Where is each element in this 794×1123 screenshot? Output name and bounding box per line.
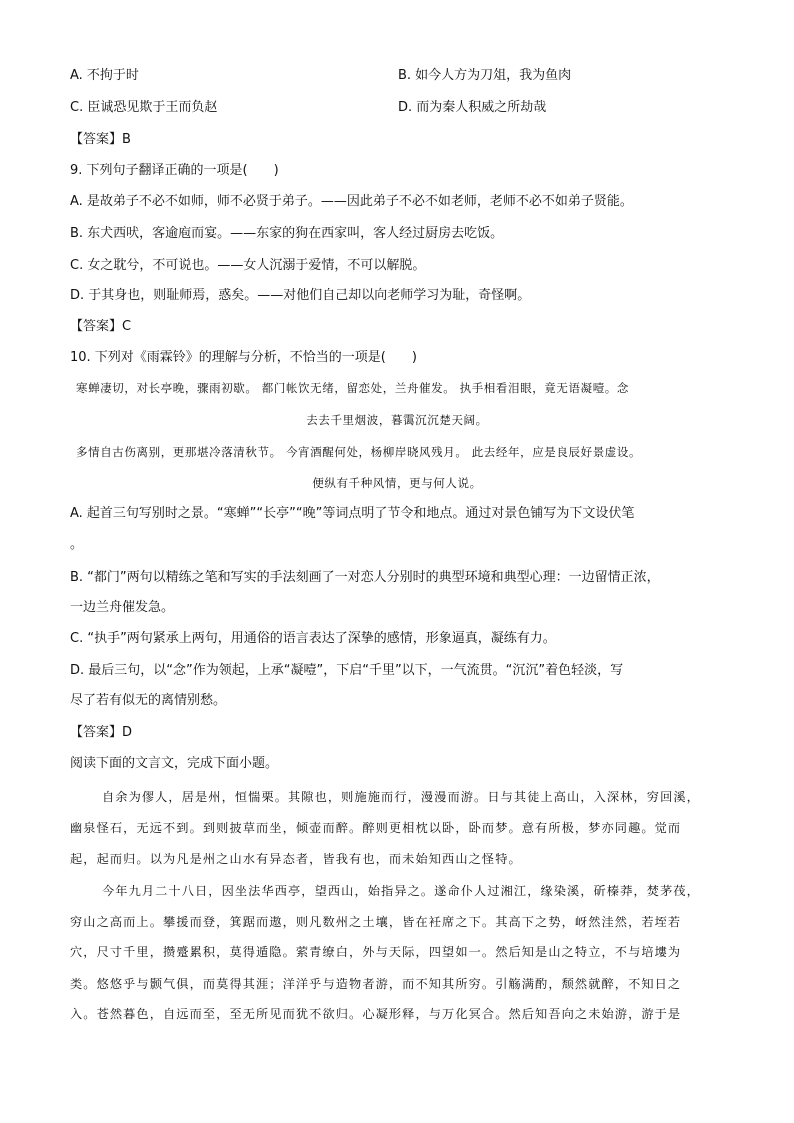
q10-option-d-line2: 尽了若有似无的离情别愁。 bbox=[70, 693, 227, 708]
q10-option-a-line2: 。 bbox=[70, 537, 84, 552]
answer-value: B bbox=[122, 132, 131, 147]
q10-option-c: C. “执手”两句紧承上两句，用通俗的语言表达了深挚的感情，形象逼真，凝练有力。 bbox=[70, 631, 556, 646]
poem-line-4: 便纵有千种风情，更与何人说。 bbox=[312, 476, 482, 490]
passage-p1-line1: 自余为僇人，居是州，恒惴栗。其隙也，则施施而行，漫漫而游。日与其徒上高山，入深林，穷回溪， bbox=[102, 790, 700, 804]
q10-stem: 10. 下列对《雨霖铃》的理解与分析，不恰当的一项是( ) bbox=[70, 350, 417, 365]
q10-option-a-line1: A. 起首三句写别时之景。“寒蝉”“长亭”“晚”等词点明了节令和地点。通过对景色铺写为下文设伏笔 bbox=[70, 506, 635, 521]
q10-option-d-line1: D. 最后三句，以“念”作为领起，上承“凝噎”，下启“千里”以下，一气流贯。“沉沉”着色轻淡，写 bbox=[70, 663, 624, 678]
q9-option-b: B. 东犬西吠，客逾庖而宴。——东家的狗在西家叫，客人经过厨房去吃饭。 bbox=[70, 226, 504, 241]
answer-label: 【答案】 bbox=[70, 132, 123, 147]
q8-option-d: D. 而为秦人积威之所劫哉 bbox=[398, 100, 547, 115]
answer-value: C bbox=[122, 319, 132, 334]
q8-option-b: B. 如今人方为刀俎，我为鱼肉 bbox=[398, 68, 572, 83]
passage-p2-line5: 入。苍然暮色，自远而至，至无所见而犹不欲归。心凝形释，与万化冥合。然后知吾向之未始游，游于是 bbox=[70, 1007, 682, 1021]
q10-option-b-line2: 一边兰舟催发急。 bbox=[70, 600, 175, 615]
answer-label: 【答案】 bbox=[70, 319, 123, 334]
q9-option-a: A. 是故弟子不必不如师，师不必贤于弟子。——因此弟子不必不如老师，老师不必不如弟子贤能。 bbox=[70, 194, 633, 209]
q8-option-c: C. 臣诚恐见欺于王而负赵 bbox=[70, 100, 218, 115]
q9-option-d: D. 于其身也，则耻师焉，惑矣。——对他们自己却以向老师学习为耻，奇怪啊。 bbox=[70, 288, 531, 303]
answer-value: D bbox=[122, 725, 133, 740]
passage-p2-line2: 穷山之高而上。攀援而登，箕踞而遨，则凡数州之土壤，皆在衽席之下。其高下之势，岈然洼然，若垤若 bbox=[70, 915, 682, 929]
q9-stem: 9. 下列句子翻译正确的一项是( ) bbox=[70, 163, 279, 178]
passage-p2-line1: 今年九月二十八日，因坐法华西亭，望西山，始指异之。遂命仆人过湘江，缘染溪，斫榛莽，焚茅茷， bbox=[102, 884, 700, 898]
poem-line-1: 寒蝉凄切，对长亭晚，骤雨初歇。 都门帐饮无绪，留恋处，兰舟催发。 执手相看泪眼，竟无语凝噎。念 bbox=[76, 381, 630, 395]
q9-answer bbox=[70, 317, 131, 337]
poem-line-3: 多情自古伤离别，更那堪冷落清秋节。 今宵酒醒何处，杨柳岸晓风残月。 此去经年，应是良辰好景虚设。 bbox=[76, 445, 642, 459]
answer-label: 【答案】 bbox=[70, 725, 123, 740]
q10-answer bbox=[70, 723, 132, 743]
reading-intro: 阅读下面的文言文，完成下面小题。 bbox=[70, 756, 279, 771]
q10-option-b-line1: B. “都门”两句以精练之笔和写实的手法刻画了一对恋人分别时的典型环境和典型心理：一边留情正浓， bbox=[70, 570, 660, 585]
passage-p1-line3: 起，起而归。以为凡是州之山水有异态者，皆我有也，而未始知西山之怪特。 bbox=[70, 852, 522, 866]
poem-line-2: 去去千里烟波，暮霭沉沉楚天阔。 bbox=[306, 413, 488, 427]
passage-p1-line2: 幽泉怪石，无远不到。到则披草而坐，倾壶而醉。醉则更相枕以卧，卧而梦。意有所极，梦亦同趣。觉而 bbox=[70, 821, 682, 835]
q8-option-a: A. 不拘于时 bbox=[70, 68, 139, 83]
passage-p2-line4: 类。悠悠乎与颢气俱，而莫得其涯；洋洋乎与造物者游，而不知其所穷。引觞满酌，颓然就醉，不知日之 bbox=[70, 977, 682, 991]
passage-p2-line3: 穴，尺寸千里，攒蹙累积，莫得遁隐。萦青缭白，外与天际，四望如一。然后知是山之特立，不与培塿为 bbox=[70, 945, 682, 959]
q8-answer bbox=[70, 130, 131, 150]
q9-option-c: C. 女之耽兮，不可说也。——女人沉溺于爱情，不可以解脱。 bbox=[70, 258, 426, 273]
